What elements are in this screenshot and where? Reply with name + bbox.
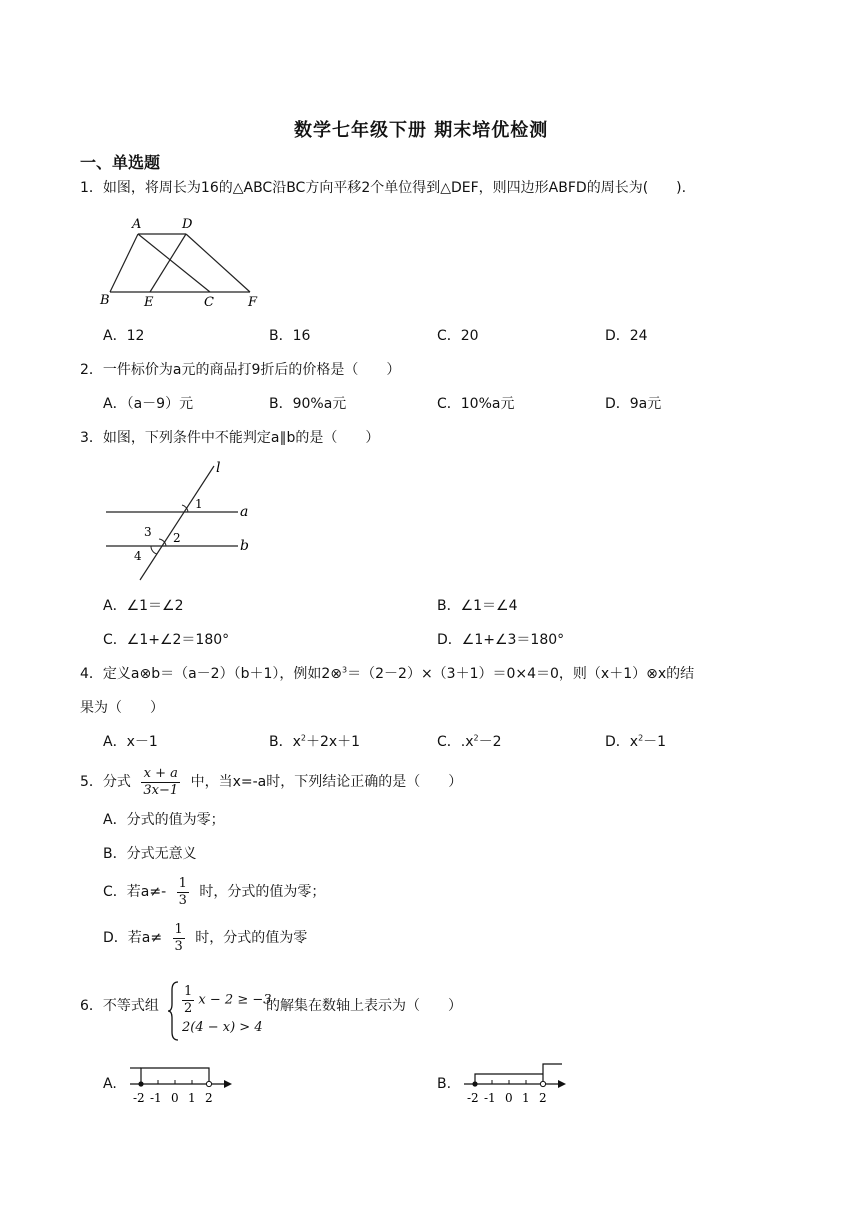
svg-text:-2: -2 <box>467 1091 479 1105</box>
fig1-label-E: E <box>144 295 154 310</box>
fig1-label-A: A <box>132 217 142 232</box>
section-heading: 一、单选题 <box>80 153 161 172</box>
fig1-label-F: F <box>248 295 258 310</box>
question-6-stem-pre: 6．不等式组 <box>80 998 159 1014</box>
q4-option-c[interactable]: C．$.x^2-2$ <box>437 733 502 750</box>
q1-option-b[interactable]: B．16 <box>269 328 311 344</box>
q6-inequality-2: 2(4 − x) > 4 <box>182 1020 263 1035</box>
fig3-label-3: 3 <box>144 525 152 539</box>
fig3-label-a: a <box>240 504 249 520</box>
q6-inequality-1: $\frac{1}{2}$ x − 2 ≥ −3 <box>184 984 272 1016</box>
fig3-label-l: l <box>216 460 221 476</box>
svg-text:0: 0 <box>505 1091 513 1105</box>
q2-option-c[interactable]: C．10%a元 <box>437 396 515 412</box>
q6-option-a-number-line[interactable] <box>124 1060 234 1110</box>
q3-option-a[interactable]: A．∠1＝∠2 <box>103 598 184 614</box>
fig1-label-B: B <box>100 293 110 308</box>
q3-option-c[interactable]: C．∠1+∠2＝180° <box>103 632 230 648</box>
question-2-stem: 2．一件标价为a元的商品打9折后的价格是（ ） <box>80 362 401 378</box>
q3-option-d[interactable]: D．∠1+∠3＝180° <box>437 632 565 648</box>
q5-fraction: $\frac{x + a}{3x-1}$ <box>143 765 179 798</box>
fig3-label-b: b <box>240 538 249 554</box>
svg-text:1: 1 <box>188 1091 196 1105</box>
q6-option-b-number-line[interactable] <box>458 1060 568 1110</box>
q5-option-b[interactable]: B．分式无意义 <box>103 846 197 862</box>
q1-option-d[interactable]: D．24 <box>605 328 648 344</box>
svg-text:0: 0 <box>171 1091 179 1105</box>
question-3-figure <box>100 458 260 586</box>
q2-option-b[interactable]: B．90%a元 <box>269 396 347 412</box>
fig3-label-2: 2 <box>173 531 181 545</box>
q1-option-a[interactable]: A．12 <box>103 328 145 344</box>
question-4-stem: 4．定义a⊗b＝（a－2）（b＋1），例如2⊗$^3$＝（2－2）×（3＋1）＝0×4＝0，则（x＋1）⊗x的结 <box>80 665 695 682</box>
question-1-figure <box>98 212 268 312</box>
svg-text:1: 1 <box>522 1091 530 1105</box>
fig3-label-1: 1 <box>195 497 203 511</box>
svg-text:2: 2 <box>539 1091 547 1105</box>
svg-text:-1: -1 <box>484 1091 496 1105</box>
q1-option-c[interactable]: C．20 <box>437 328 479 344</box>
q6-option-b[interactable]: B. <box>437 1076 452 1092</box>
q2-option-a[interactable]: A．（a－9）元 <box>103 396 194 412</box>
q5-option-a[interactable]: A．分式的值为零； <box>103 812 225 828</box>
q5-option-c[interactable]: C．若a≠- $\frac{1}{3}$ 时，分式的值为零； <box>103 875 326 908</box>
svg-text:-2: -2 <box>133 1091 145 1105</box>
question-3-stem: 3．如图，下列条件中不能判定a∥b的是（ ） <box>80 430 380 446</box>
question-1-stem: 1．如图，将周长为16的△ABC沿BC方向平移2个单位得到△DEF，则四边形ABFD的周长为( ). <box>80 180 687 196</box>
question-5-stem: 5．分式 $\frac{x + a}{3x-1}$ 中，当x=-a时，下列结论正确的是（ ） <box>80 765 463 798</box>
q5-option-d[interactable]: D．若a≠ $\frac{1}{3}$ 时，分式的值为零 <box>103 921 308 954</box>
fig1-label-D: D <box>182 217 193 232</box>
page-title: 数学七年级下册 期末培优检测 <box>294 120 549 141</box>
question-4-stem-cont: 果为（ ） <box>80 700 164 716</box>
q4-option-a[interactable]: A．x－1 <box>103 734 158 750</box>
svg-text:2: 2 <box>205 1091 213 1105</box>
q4-option-b[interactable]: B．$x^2+2x+1$ <box>269 733 361 750</box>
q6-option-a[interactable]: A. <box>103 1076 117 1092</box>
fig3-label-4: 4 <box>134 549 142 563</box>
q4-option-d[interactable]: D．$x^2-1$ <box>605 733 667 750</box>
question-6-stem-post: 的解集在数轴上表示为（ ） <box>266 998 462 1014</box>
svg-text:-1: -1 <box>150 1091 162 1105</box>
q3-option-b[interactable]: B．∠1＝∠4 <box>437 598 518 614</box>
fig1-label-C: C <box>204 295 214 310</box>
q6-brace <box>168 980 180 1042</box>
q2-option-d[interactable]: D．9a元 <box>605 396 662 412</box>
